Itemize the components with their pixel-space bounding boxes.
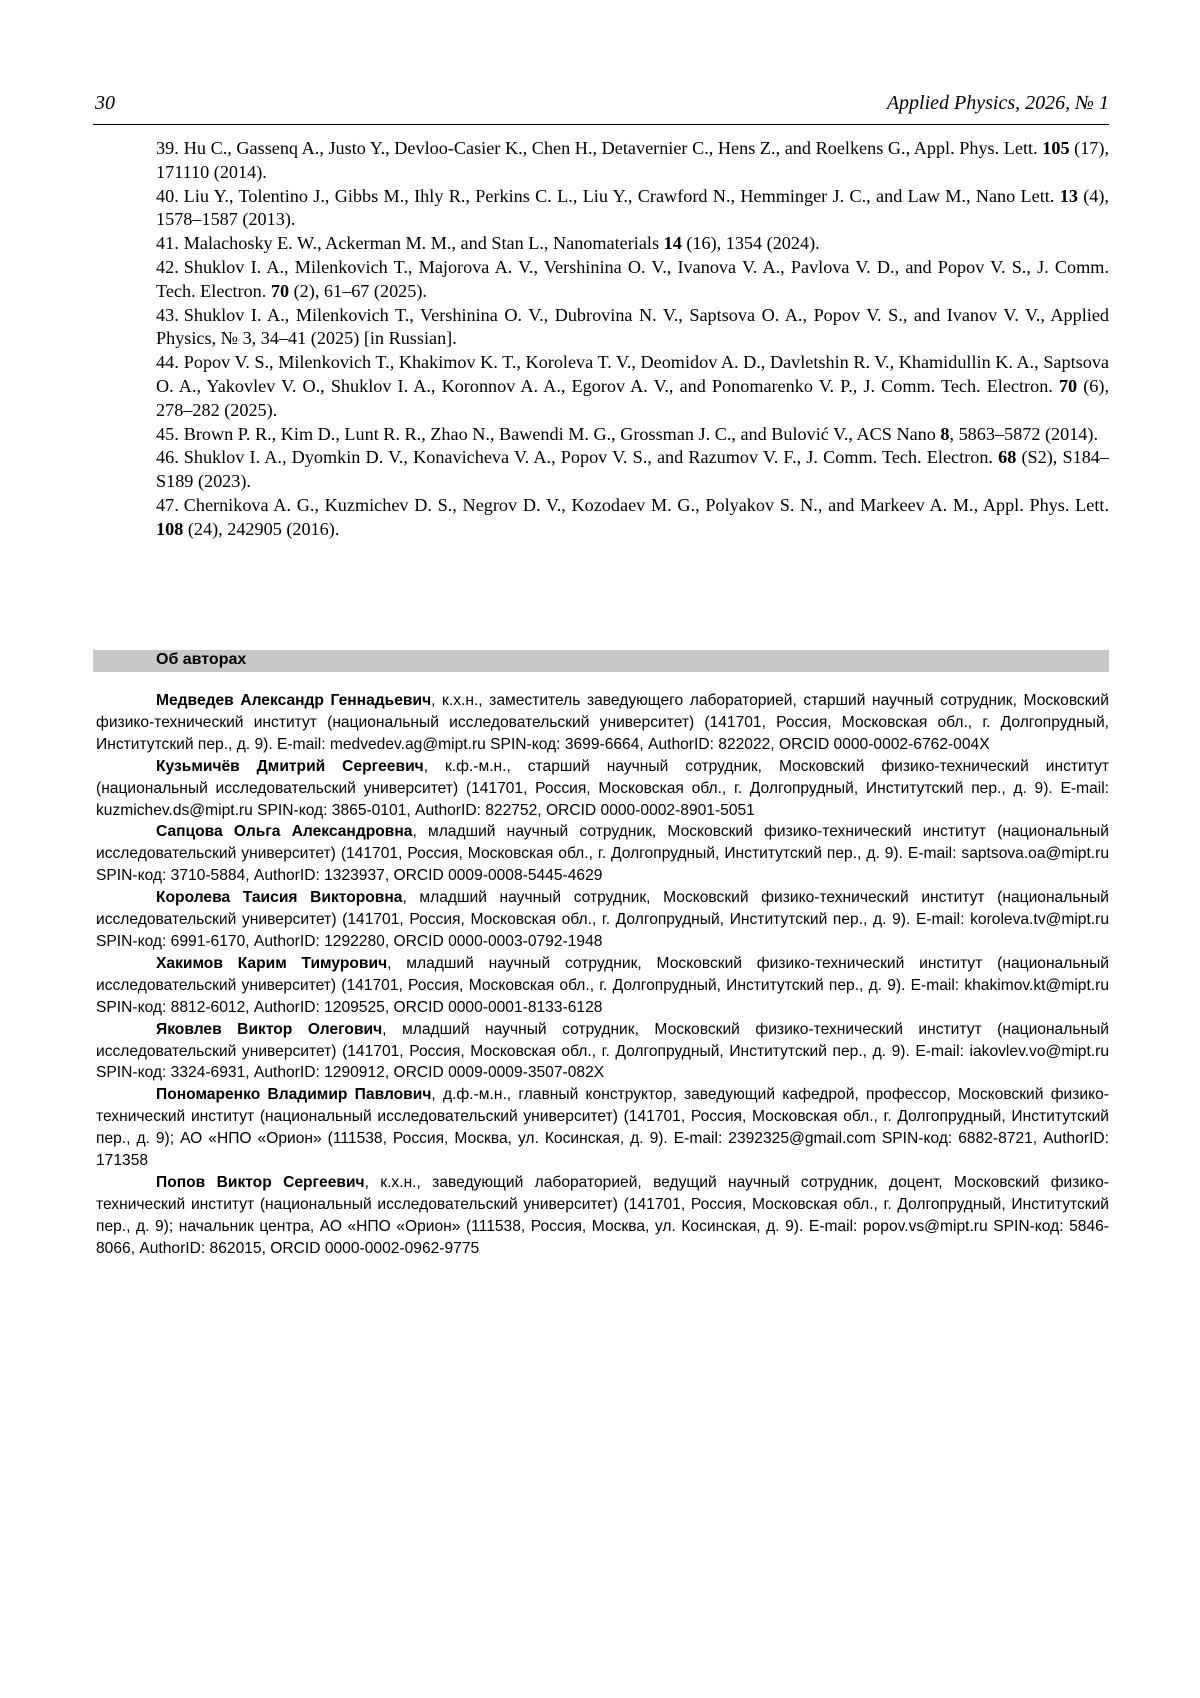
- about-authors-heading: Об авторах: [156, 651, 247, 668]
- reference-item: [156, 232, 1109, 256]
- reference-text: Malachosky E. W., Ackerman M. M., and Stan L., Nanomaterials: [183, 233, 664, 254]
- reference-number: 44.: [156, 352, 179, 373]
- reference-text-end: , 5863–5872 (2014).: [949, 423, 1099, 444]
- reference-text: Chernikova A. G., Kuzmichev D. S., Negrov D. V., Kozodaev M. G., Polyakov S. N., and Markeev A. M., Appl. Phys. Lett.: [183, 494, 1109, 515]
- author-details: , к.х.н., заведующий лабораторией, ведущий научный сотрудник, доцент, Московский физико-технический институт (национальный исследовательский университет) (141701, Россия, Московская обл., г. Долгопрудный, Институтский пер., д. 9); начальник центра, АО «НПО «Орион» (111538, Россия, Москва, ул. Косинская, д. 9). E-mail: popov.vs@mipt.ru SPIN-код: 5846-8066, AuthorID: 862015, ORCID 0000-0002-0962-9775: [96, 1173, 1109, 1257]
- reference-text-end: (2), 61–67 (2025).: [289, 280, 427, 301]
- reference-item: [156, 351, 1109, 422]
- author-name: Попов Виктор Сергеевич: [156, 1173, 365, 1191]
- reference-text-end: (4), 1578–1587 (2013).: [156, 185, 1109, 230]
- reference-list: [156, 137, 1109, 542]
- reference-item: [156, 494, 1109, 542]
- author-list: [96, 690, 1109, 1260]
- reference-volume: 70: [1058, 375, 1078, 396]
- reference-text-end: (16), 1354 (2024).: [681, 233, 820, 254]
- reference-number: 42.: [156, 256, 179, 277]
- author-name: Пономаренко Владимир Павлович: [156, 1086, 432, 1104]
- reference-number: 46.: [156, 447, 179, 468]
- reference-item: [156, 446, 1109, 494]
- reference-volume: 108: [156, 518, 184, 539]
- author-details: , д.ф.-м.н., главный конструктор, заведующий кафедрой, профессор, Московский физико-технический институт (национальный исследовательский университет) (141701, Россия, Московская обл., г. Долгопрудный, Институтский пер., д. 9); АО «НПО «Орион» (111538, Россия, Москва, ул. Косинская, д. 9). E-mail: 2392325@gmail.com SPIN-код: 6882-8721, AuthorID: 171358: [96, 1086, 1109, 1170]
- reference-number: 41.: [156, 233, 179, 254]
- reference-text-end: (6), 278–282 (2025).: [156, 375, 1109, 420]
- about-authors-heading-bar: [93, 650, 1109, 672]
- reference-text: Brown P. R., Kim D., Lunt R. R., Zhao N., Bawendi M. G., Grossman J. C., and Bulović V., ACS Nano: [183, 423, 941, 444]
- reference-text: Popov V. S., Milenkovich T., Khakimov K. T., Koroleva T. V., Deomidov A. D., Davletshin R. V., Khamidullin K. A., Saptsova O. A., Yakovlev V. O., Shuklov I. A., Koronnov A. A., Egorov A. V., and Ponomarenko V. P., J. Comm. Tech. Electron.: [156, 352, 1109, 396]
- author-entry: [96, 690, 1109, 756]
- header-rule: [93, 124, 1109, 125]
- author-details: , младший научный сотрудник, Московский физико-технический институт (национальный исследовательский университет) (141701, Россия, Московская обл., г. Долгопрудный, Институтский пер., д. 9). E-mail: khakimov.kt@mipt.ru SPIN-код: 8812-6012, AuthorID: 1209525, ORCID 0000-0001-8133-6128: [96, 954, 1109, 1016]
- author-details: , младший научный сотрудник, Московский физико-технический институт (национальный исследовательский университет) (141701, Россия, Московская обл., г. Долгопрудный, Институтский пер., д. 9). E-mail: koroleva.tv@mipt.ru SPIN-код: 6991-6170, AuthorID: 1292280, ORCID 0000-0003-0792-1948: [96, 889, 1109, 950]
- author-details: , младший научный сотрудник, Московский физико-технический институт (национальный исследовательский университет) (141701, Россия, Московская обл., г. Долгопрудный, Институтский пер., д. 9). E-mail: iakovlev.vo@mipt.ru SPIN-код: 3324-6931, AuthorID: 1290912, ORCID 0009-0009-3507-082X: [96, 1020, 1109, 1082]
- reference-item: [156, 256, 1109, 304]
- reference-volume: 14: [663, 233, 682, 254]
- reference-text: Shuklov I. A., Dyomkin D. V., Konavicheva V. A., Popov V. S., and Razumov V. F., J. Comm. Tech. Electron.: [183, 447, 999, 468]
- page-number: 30: [95, 92, 115, 114]
- reference-text: Liu Y., Tolentino J., Gibbs M., Ihly R., Perkins C. L., Liu Y., Crawford N., Hemminger J. C., and Law M., Nano Lett.: [183, 185, 1060, 206]
- running-header: [93, 88, 1109, 118]
- author-details: , к.ф.-м.н., старший научный сотрудник, Московский физико-технический институт (национальный исследовательский университет) (141701, Россия, Московская обл., г. Долгопрудный, Институтский пер., д. 9). E-mail: kuzmichev.ds@mipt.ru SPIN-код: 3865-0101, AuthorID: 822752, ORCID 0000-0002-8901-5051: [96, 757, 1110, 819]
- reference-number: 47.: [156, 494, 179, 515]
- author-details: , младший научный сотрудник, Московский физико-технический институт (национальный исследовательский университет) (141701, Россия, Московская обл., г. Долгопрудный, Институтский пер., д. 9). E-mail: saptsova.oa@mipt.ru SPIN-код: 3710-5884, AuthorID: 1323937, ORCID 0009-0008-5445-4629: [96, 823, 1109, 885]
- reference-text: Hu C., Gassenq A., Justo Y., Devloo-Casier K., Chen H., Detavernier C., Hens Z., and Roelkens G., Appl. Phys. Lett.: [183, 138, 1043, 158]
- author-name: Яковлев Виктор Олегович: [156, 1020, 383, 1038]
- author-entry: [96, 953, 1109, 1019]
- author-name: Сапцова Ольга Александровна: [156, 823, 413, 841]
- reference-volume: 13: [1059, 185, 1078, 206]
- reference-text: Shuklov I. A., Milenkovich T., Vershinina O. V., Dubrovina N. V., Saptsova O. A., Popov V. S., and Ivanov V. V., Applied Physics, № 3, 34–41 (2025) [in Russian].: [156, 304, 1109, 349]
- reference-text-end: (24), 242905 (2016).: [183, 518, 340, 539]
- author-name: Медведев Александр Геннадьевич: [156, 692, 432, 709]
- author-name: Хакимов Карим Тимурович: [156, 954, 388, 972]
- author-name: Королева Таисия Викторовна: [156, 889, 403, 907]
- reference-number: 45.: [156, 423, 179, 444]
- reference-number: 43.: [156, 304, 179, 325]
- reference-text-end: (17), 171110 (2014).: [156, 138, 1109, 182]
- author-entry: [96, 756, 1109, 822]
- author-entry: [96, 1019, 1109, 1085]
- author-entry: [96, 887, 1109, 953]
- reference-volume: 68: [998, 447, 1017, 468]
- author-entry: [96, 1172, 1109, 1260]
- reference-text-end: (S2), S184–S189 (2023).: [156, 447, 1109, 492]
- reference-item: [156, 137, 1109, 185]
- reference-item: [156, 185, 1109, 233]
- reference-volume: 70: [270, 280, 290, 301]
- reference-volume: 8: [940, 423, 950, 444]
- reference-number: 39.: [156, 138, 179, 158]
- reference-number: 40.: [156, 185, 179, 206]
- reference-volume: 105: [1042, 138, 1070, 158]
- reference-item: [156, 423, 1109, 447]
- author-details: , к.х.н., заместитель заведующего лабораторией, старший научный сотрудник, Московский физико-технический институт (национальный исследовательский университет) (141701, Россия, Московская обл., г. Долгопрудный, Институтский пер., д. 9). E-mail: medvedev.ag@mipt.ru SPIN-код: 3699-6664, AuthorID: 822022, ORCID 0000-0002-6762-004X: [96, 692, 1109, 753]
- author-entry: [96, 1084, 1109, 1172]
- journal-title: Applied Physics, 2026, № 1: [886, 92, 1109, 114]
- author-entry: [96, 821, 1109, 887]
- author-name: Кузьмичёв Дмитрий Сергеевич: [156, 757, 424, 775]
- reference-text: Shuklov I. A., Milenkovich T., Majorova A. V., Vershinina O. V., Ivanova V. A., Pavlova V. D., and Popov V. S., J. Comm. Tech. Electron.: [156, 256, 1109, 301]
- reference-item: [156, 304, 1109, 352]
